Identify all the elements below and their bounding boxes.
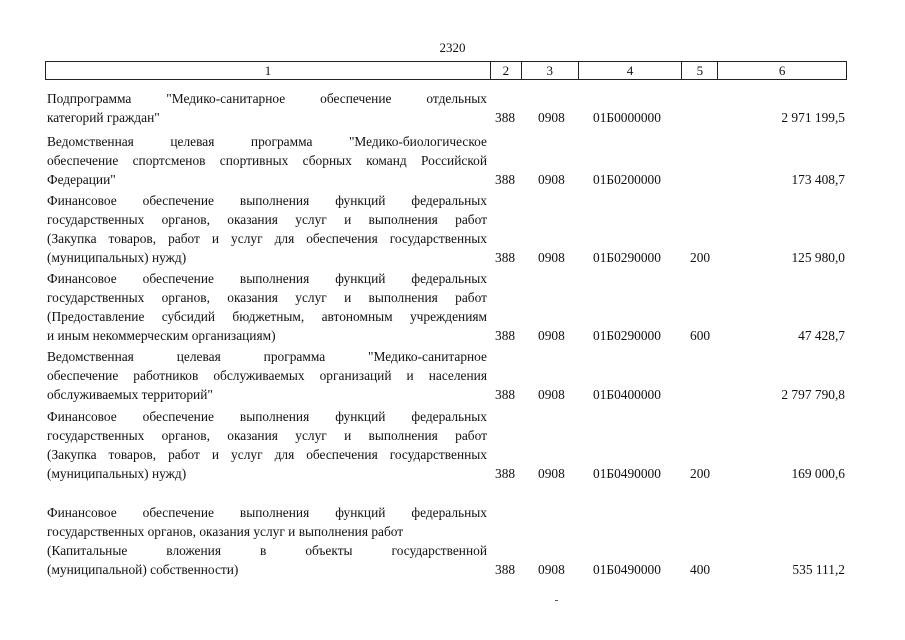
description-line: (муниципальных) нужд) <box>47 250 187 265</box>
row-description <box>47 191 487 267</box>
cell-amount: 125 980,0 <box>791 250 845 265</box>
table-row <box>45 503 847 579</box>
cell-ministry: 388 <box>495 387 516 402</box>
cell-amount: 173 408,7 <box>791 172 845 187</box>
cell-ministry: 388 <box>495 172 516 187</box>
description-line: обеспечение работников обслуживаемых организаций и населения <box>47 368 487 383</box>
cell-amount: 2 971 199,5 <box>781 110 845 125</box>
table-row <box>45 269 847 345</box>
description-line: государственных органов, оказания услуг и выполнения работ <box>47 290 487 305</box>
row-description <box>47 503 487 579</box>
cell-expense-type: 400 <box>690 562 711 577</box>
row-description <box>47 132 487 189</box>
cell-ministry: 388 <box>495 328 516 343</box>
scan-speck <box>555 600 558 601</box>
table-header <box>45 61 847 80</box>
description-line: Финансовое обеспечение выполнения функций федеральных <box>47 409 487 424</box>
description-line: Финансовое обеспечение выполнения функций федеральных <box>47 505 487 520</box>
cell-target-code: 01Б0490000 <box>593 466 661 481</box>
cell-amount: 47 428,7 <box>798 328 845 343</box>
cell-amount: 169 000,6 <box>791 466 845 481</box>
description-line: Финансовое обеспечение выполнения функций федеральных <box>47 271 487 286</box>
header-col-4: 4 <box>579 62 683 79</box>
description-line: государственных органов, оказания услуг и выполнения работ <box>47 524 404 539</box>
table-row <box>45 347 847 404</box>
row-description <box>47 269 487 345</box>
cell-expense-type: 600 <box>690 328 711 343</box>
description-line: обслуживаемых территорий" <box>47 387 213 402</box>
description-line: Федерации" <box>47 172 116 187</box>
cell-section: 0908 <box>538 250 565 265</box>
description-line: (муниципальных) нужд) <box>47 466 187 481</box>
description-line: Финансовое обеспечение выполнения функций федеральных <box>47 193 487 208</box>
cell-ministry: 388 <box>495 250 516 265</box>
row-description <box>47 89 487 127</box>
cell-target-code: 01Б0200000 <box>593 172 661 187</box>
description-line: (Предоставление субсидий бюджетным, автономным учреждениям <box>47 309 487 324</box>
description-line: категорий граждан" <box>47 110 160 125</box>
cell-amount: 535 111,2 <box>792 562 845 577</box>
description-line: государственных органов, оказания услуг и выполнения работ <box>47 428 487 443</box>
header-col-1: 1 <box>46 62 491 79</box>
cell-target-code: 01Б0400000 <box>593 387 661 402</box>
cell-target-code: 01Б0490000 <box>593 562 661 577</box>
header-col-5: 5 <box>682 62 718 79</box>
description-line: Ведомственная целевая программа "Медико-биологическое <box>47 134 487 149</box>
description-line: и иным некоммерческим организациям) <box>47 328 276 343</box>
cell-section: 0908 <box>538 387 565 402</box>
cell-section: 0908 <box>538 110 565 125</box>
row-description <box>47 347 487 404</box>
cell-expense-type: 200 <box>690 250 711 265</box>
cell-section: 0908 <box>538 328 565 343</box>
cell-ministry: 388 <box>495 562 516 577</box>
description-line: (Капитальные вложения в объекты государственной <box>47 543 487 558</box>
cell-target-code: 01Б0000000 <box>593 110 661 125</box>
cell-ministry: 388 <box>495 466 516 481</box>
header-col-2: 2 <box>491 62 522 79</box>
cell-target-code: 01Б0290000 <box>593 328 661 343</box>
description-line: Ведомственная целевая программа "Медико-санитарное <box>47 349 487 364</box>
table-row <box>45 407 847 483</box>
description-line: Подпрограмма "Медико-санитарное обеспечение отдельных <box>47 91 487 106</box>
table-row <box>45 132 847 189</box>
cell-section: 0908 <box>538 172 565 187</box>
cell-target-code: 01Б0290000 <box>593 250 661 265</box>
page-number: 2320 <box>439 40 466 55</box>
header-col-6: 6 <box>778 63 786 78</box>
cell-section: 0908 <box>538 562 565 577</box>
description-line: государственных органов, оказания услуг и выполнения работ <box>47 212 487 227</box>
table-row <box>45 191 847 267</box>
description-line: (Закупка товаров, работ и услуг для обеспечения государственных <box>47 447 487 462</box>
description-line: (Закупка товаров, работ и услуг для обеспечения государственных <box>47 231 487 246</box>
cell-expense-type: 200 <box>690 466 711 481</box>
header-col-3: 3 <box>522 62 579 79</box>
cell-section: 0908 <box>538 466 565 481</box>
row-description <box>47 407 487 483</box>
description-line: обеспечение спортсменов спортивных сборных команд Российской <box>47 153 487 168</box>
cell-amount: 2 797 790,8 <box>781 387 845 402</box>
description-line: (муниципальной) собственности) <box>47 562 239 577</box>
table-row <box>45 89 847 127</box>
cell-ministry: 388 <box>495 110 516 125</box>
